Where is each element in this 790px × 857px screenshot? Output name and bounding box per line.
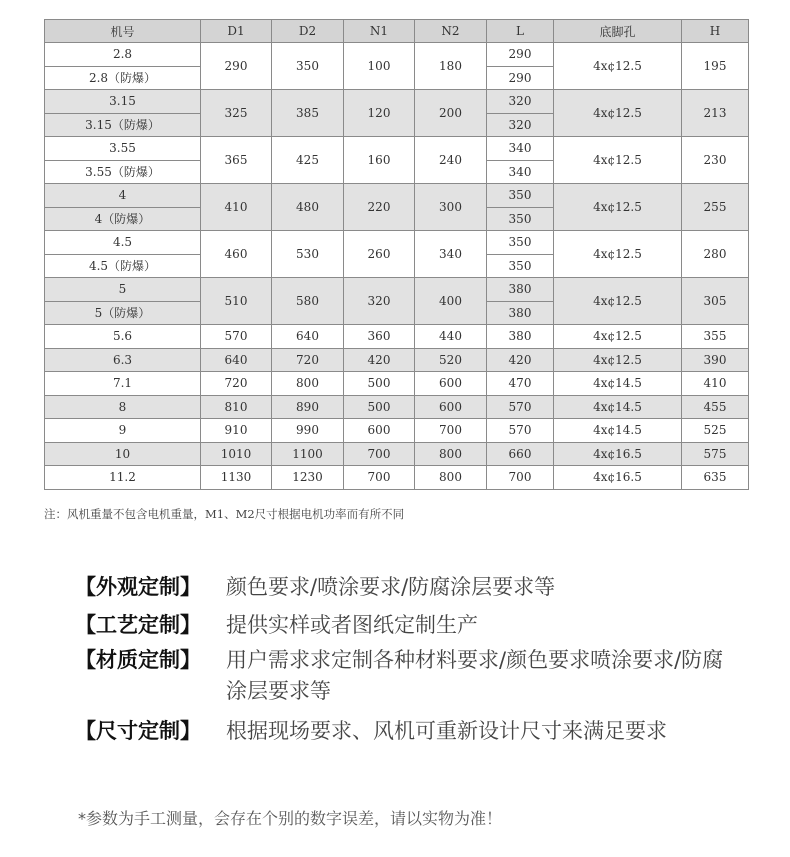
cell-d2: 480 (272, 184, 344, 231)
table-row (45, 466, 749, 490)
cell-foot-hole: 4x¢14.5 (554, 372, 682, 396)
cell-h: 255 (682, 184, 749, 231)
cell-d2: 1230 (272, 466, 344, 490)
cell-n1: 700 (344, 442, 415, 466)
custom-label: 【工艺定制】 (75, 613, 201, 637)
cell-l: 320 (487, 90, 554, 114)
cell-foot-hole: 4x¢12.5 (554, 348, 682, 372)
cell-foot-hole: 4x¢12.5 (554, 231, 682, 278)
table-row (45, 43, 749, 67)
cell-n1: 700 (344, 466, 415, 490)
cell-l: 380 (487, 325, 554, 349)
cell-model: 8 (45, 395, 201, 419)
cell-h: 280 (682, 231, 749, 278)
cell-d2: 385 (272, 90, 344, 137)
cell-l: 320 (487, 113, 554, 137)
cell-foot-hole: 4x¢16.5 (554, 466, 682, 490)
cell-model: 5 (45, 278, 201, 302)
col-header-h: H (682, 20, 749, 43)
table-note: 注：风机重量不包含电机重量，M1、M2尺寸根据电机功率而有所不同 (44, 507, 405, 521)
cell-model: 2.8 (45, 43, 201, 67)
table-row (45, 348, 749, 372)
cell-d1: 410 (201, 184, 272, 231)
cell-d2: 890 (272, 395, 344, 419)
cell-h: 355 (682, 325, 749, 349)
cell-n2: 800 (415, 466, 487, 490)
cell-d1: 1130 (201, 466, 272, 490)
custom-text: 提供实样或者图纸定制生产 (226, 613, 478, 637)
cell-model: 5（防爆） (45, 301, 201, 325)
cell-l: 340 (487, 137, 554, 161)
cell-model: 2.8（防爆） (45, 66, 201, 90)
cell-model: 5.6 (45, 325, 201, 349)
table-row (45, 90, 749, 114)
cell-model: 4.5 (45, 231, 201, 255)
cell-foot-hole: 4x¢16.5 (554, 442, 682, 466)
cell-d2: 800 (272, 372, 344, 396)
cell-d2: 640 (272, 325, 344, 349)
cell-n2: 600 (415, 395, 487, 419)
cell-l: 290 (487, 66, 554, 90)
cell-n2: 700 (415, 419, 487, 443)
cell-d1: 325 (201, 90, 272, 137)
cell-n2: 440 (415, 325, 487, 349)
cell-h: 575 (682, 442, 749, 466)
cell-n1: 500 (344, 372, 415, 396)
cell-d2: 720 (272, 348, 344, 372)
col-header-d1: D1 (201, 20, 272, 43)
cell-l: 380 (487, 278, 554, 302)
cell-l: 380 (487, 301, 554, 325)
cell-l: 700 (487, 466, 554, 490)
cell-l: 420 (487, 348, 554, 372)
cell-foot-hole: 4x¢14.5 (554, 419, 682, 443)
cell-model: 3.55（防爆） (45, 160, 201, 184)
custom-text: 用户需求求定制各种材料要求/颜色要求喷涂要求/防腐涂层要求等 (226, 648, 724, 703)
cell-h: 230 (682, 137, 749, 184)
cell-foot-hole: 4x¢12.5 (554, 278, 682, 325)
cell-l: 660 (487, 442, 554, 466)
custom-label: 【材质定制】 (75, 648, 201, 672)
table-row (45, 325, 749, 349)
cell-model: 3.15 (45, 90, 201, 114)
cell-l: 570 (487, 395, 554, 419)
cell-n1: 100 (344, 43, 415, 90)
cell-foot-hole: 4x¢12.5 (554, 325, 682, 349)
cell-d2: 530 (272, 231, 344, 278)
cell-n2: 600 (415, 372, 487, 396)
cell-h: 410 (682, 372, 749, 396)
cell-n1: 160 (344, 137, 415, 184)
cell-d1: 365 (201, 137, 272, 184)
cell-foot-hole: 4x¢12.5 (554, 184, 682, 231)
cell-n2: 520 (415, 348, 487, 372)
cell-d1: 640 (201, 348, 272, 372)
cell-model: 7.1 (45, 372, 201, 396)
cell-model: 9 (45, 419, 201, 443)
cell-h: 635 (682, 466, 749, 490)
col-header-n1: N1 (344, 20, 415, 43)
custom-label: 【尺寸定制】 (75, 719, 201, 743)
custom-material (75, 645, 735, 709)
cell-d1: 290 (201, 43, 272, 90)
cell-n1: 600 (344, 419, 415, 443)
cell-n2: 240 (415, 137, 487, 184)
cell-h: 213 (682, 90, 749, 137)
cell-d2: 1100 (272, 442, 344, 466)
custom-text: 根据现场要求、风机可重新设计尺寸来满足要求 (226, 719, 667, 743)
cell-n1: 260 (344, 231, 415, 278)
cell-h: 525 (682, 419, 749, 443)
table-row (45, 419, 749, 443)
cell-d2: 990 (272, 419, 344, 443)
cell-foot-hole: 4x¢12.5 (554, 43, 682, 90)
cell-d2: 350 (272, 43, 344, 90)
table-row (45, 184, 749, 208)
cell-d1: 570 (201, 325, 272, 349)
cell-l: 350 (487, 184, 554, 208)
cell-foot-hole: 4x¢12.5 (554, 90, 682, 137)
cell-l: 350 (487, 207, 554, 231)
footer-disclaimer: *参数为手工测量，会存在个别的数字误差，请以实物为准！ (78, 809, 503, 828)
cell-model: 3.55 (45, 137, 201, 161)
table-row (45, 442, 749, 466)
cell-model: 6.3 (45, 348, 201, 372)
cell-n2: 200 (415, 90, 487, 137)
col-header-model: 机号 (45, 20, 201, 43)
table-row (45, 395, 749, 419)
cell-model: 4 (45, 184, 201, 208)
cell-foot-hole: 4x¢12.5 (554, 137, 682, 184)
table-body (45, 43, 749, 490)
cell-l: 290 (487, 43, 554, 67)
cell-model: 4（防爆） (45, 207, 201, 231)
cell-d2: 425 (272, 137, 344, 184)
cell-h: 195 (682, 43, 749, 90)
table-row (45, 372, 749, 396)
cell-l: 350 (487, 254, 554, 278)
cell-d1: 1010 (201, 442, 272, 466)
table-row (45, 278, 749, 302)
cell-l: 350 (487, 231, 554, 255)
cell-l: 340 (487, 160, 554, 184)
cell-l: 570 (487, 419, 554, 443)
cell-n1: 120 (344, 90, 415, 137)
cell-n1: 500 (344, 395, 415, 419)
cell-h: 390 (682, 348, 749, 372)
spec-table (44, 19, 749, 490)
cell-d1: 720 (201, 372, 272, 396)
custom-label: 【外观定制】 (75, 575, 201, 599)
col-header-l: L (487, 20, 554, 43)
cell-n2: 180 (415, 43, 487, 90)
custom-appearance (75, 572, 735, 606)
cell-foot-hole: 4x¢14.5 (554, 395, 682, 419)
cell-h: 305 (682, 278, 749, 325)
cell-model: 3.15（防爆） (45, 113, 201, 137)
cell-model: 11.2 (45, 466, 201, 490)
table-row (45, 231, 749, 255)
cell-n1: 320 (344, 278, 415, 325)
table-row (45, 137, 749, 161)
col-header-n2: N2 (415, 20, 487, 43)
cell-n2: 340 (415, 231, 487, 278)
custom-size (75, 716, 735, 780)
cell-d1: 510 (201, 278, 272, 325)
cell-n2: 800 (415, 442, 487, 466)
custom-text: 颜色要求/喷涂要求/防腐涂层要求等 (226, 575, 556, 599)
cell-d2: 580 (272, 278, 344, 325)
cell-n1: 220 (344, 184, 415, 231)
custom-process (75, 610, 735, 644)
col-header-d2: D2 (272, 20, 344, 43)
col-header-foot-hole: 底脚孔 (554, 20, 682, 43)
cell-d1: 460 (201, 231, 272, 278)
cell-d1: 810 (201, 395, 272, 419)
cell-model: 4.5（防爆） (45, 254, 201, 278)
table-header-row (45, 20, 749, 43)
cell-d1: 910 (201, 419, 272, 443)
cell-n1: 360 (344, 325, 415, 349)
cell-h: 455 (682, 395, 749, 419)
cell-n2: 400 (415, 278, 487, 325)
cell-l: 470 (487, 372, 554, 396)
cell-n1: 420 (344, 348, 415, 372)
cell-model: 10 (45, 442, 201, 466)
cell-n2: 300 (415, 184, 487, 231)
